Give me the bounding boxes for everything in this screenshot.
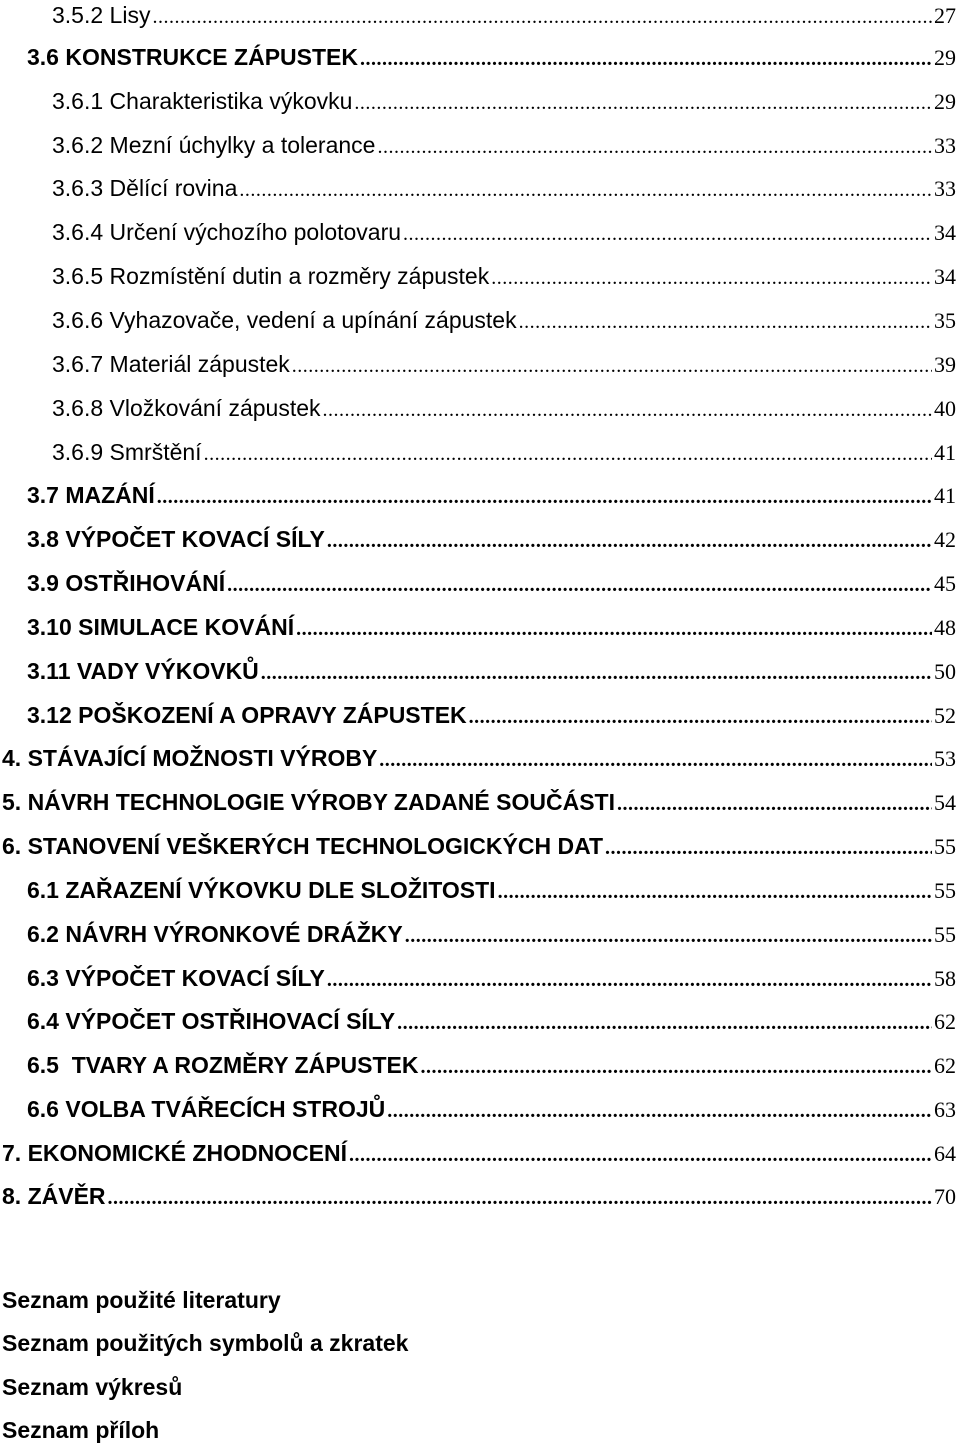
toc-entry-label: 3.6.7 Materiál zápustek: [52, 351, 290, 377]
toc-entry-page: 58: [934, 966, 956, 991]
appendix-item[interactable]: Seznam příloh: [2, 1417, 160, 1443]
dot-leader: [292, 351, 932, 381]
toc-entry[interactable]: [27, 42, 956, 72]
dot-leader: [405, 921, 932, 951]
toc-entry-label: 6. STANOVENÍ VEŠKERÝCH TECHNOLOGICKÝCH DAT: [2, 833, 604, 859]
toc-entry-page: 41: [934, 483, 956, 508]
toc-entry-label: 3.6.8 Vložkování zápustek: [52, 395, 321, 421]
toc-entry-label: 7. EKONOMICKÉ ZHODNOCENÍ: [2, 1140, 348, 1166]
toc-entry-label: 3.6.4 Určení výchozího polotovaru: [52, 219, 402, 245]
toc-entry-page: 34: [934, 264, 956, 289]
toc-entry-page: 29: [934, 45, 956, 70]
toc-entry-label: 6.1 ZAŘAZENÍ VÝKOVKU DLE SLOŽITOSTI: [27, 877, 496, 903]
toc-entry-label: 3.6.3 Dělící rovina: [52, 175, 238, 201]
dot-leader: [387, 1096, 932, 1126]
toc-entry-label: 6.4 VÝPOČET OSTŘIHOVACÍ SÍLY: [27, 1008, 396, 1034]
toc-entry-label: 3.6.2 Mezní úchylky a tolerance: [52, 132, 376, 158]
toc-entry[interactable]: [52, 217, 956, 247]
toc-entry-page: 29: [934, 89, 956, 114]
toc-entry[interactable]: [27, 656, 956, 686]
toc-entry[interactable]: [2, 743, 956, 773]
toc-entry[interactable]: [27, 1006, 956, 1036]
toc-entry[interactable]: [27, 700, 956, 730]
toc-entry-page: 53: [934, 746, 956, 771]
toc-entry-page: 40: [934, 396, 956, 421]
toc-entry[interactable]: [52, 349, 956, 379]
toc-entry[interactable]: [52, 437, 956, 467]
dot-leader: [469, 702, 932, 732]
dot-leader: [349, 1140, 932, 1170]
toc-entry-label: 6.3 VÝPOČET KOVACÍ SÍLY: [27, 965, 325, 991]
toc-entry[interactable]: [27, 612, 956, 642]
toc-entry-label: 3.6.9 Smrštění: [52, 439, 202, 465]
toc-entry-label: 4. STÁVAJÍCÍ MOŽNOSTI VÝROBY: [2, 745, 378, 771]
toc-entry-label: 3.8 VÝPOČET KOVACÍ SÍLY: [27, 526, 325, 552]
dot-leader: [498, 877, 932, 907]
toc-entry-page: 50: [934, 659, 956, 684]
toc-entry-label: 3.6.6 Vyhazovače, vedení a upínání zápustek: [52, 307, 517, 333]
dot-leader: [403, 219, 932, 249]
dot-leader: [397, 1008, 932, 1038]
toc-entry[interactable]: [52, 130, 956, 160]
toc-entry-label: 8. ZÁVĚR: [2, 1183, 106, 1209]
toc-entry-label: 6.6 VOLBA TVÁŘECÍCH STROJŮ: [27, 1096, 386, 1122]
dot-leader: [519, 307, 932, 337]
toc-entry-label: 6.2 NÁVRH VÝRONKOVÉ DRÁŽKY: [27, 921, 403, 947]
toc-entry-page: 70: [934, 1184, 956, 1209]
toc-entry-page: 34: [934, 220, 956, 245]
toc-entry[interactable]: [52, 0, 956, 30]
toc-entry-page: 63: [934, 1097, 956, 1122]
toc-entry[interactable]: [52, 261, 956, 291]
dot-leader: [239, 175, 932, 205]
toc-entry-label: 3.6 KONSTRUKCE ZÁPUSTEK: [27, 44, 358, 70]
toc-entry-page: 33: [934, 176, 956, 201]
toc-entry[interactable]: [2, 1138, 956, 1168]
toc-entry[interactable]: [27, 1050, 956, 1080]
toc-entry-label: 3.6.5 Rozmístění dutin a rozměry zápustek: [52, 263, 490, 289]
toc-entry[interactable]: [27, 963, 956, 993]
toc-entry-page: 35: [934, 308, 956, 333]
dot-leader: [152, 2, 932, 32]
dot-leader: [360, 44, 932, 74]
toc-entry-page: 41: [934, 440, 956, 465]
toc-entry-page: 55: [934, 922, 956, 947]
dot-leader: [617, 789, 932, 819]
toc-entry-page: 54: [934, 790, 956, 815]
toc-entry-label: 3.9 OSTŘIHOVÁNÍ: [27, 570, 226, 596]
toc-entry-page: 62: [934, 1053, 956, 1078]
toc-entry[interactable]: [2, 1181, 956, 1211]
toc-entry-label: 3.5.2 Lisy: [52, 2, 151, 28]
toc-entry-page: 48: [934, 615, 956, 640]
toc-entry[interactable]: [52, 173, 956, 203]
dot-leader: [379, 745, 932, 775]
toc-entry[interactable]: [27, 875, 956, 905]
dot-leader: [377, 132, 932, 162]
toc-entry-label: 3.11 VADY VÝKOVKŮ: [27, 658, 259, 684]
dot-leader: [157, 482, 932, 512]
appendix-item[interactable]: Seznam výkresů: [2, 1374, 183, 1400]
toc-entry-label: 6.5 TVARY A ROZMĚRY ZÁPUSTEK: [27, 1052, 419, 1078]
toc-entry[interactable]: [27, 1094, 956, 1124]
dot-leader: [296, 614, 932, 644]
toc-entry[interactable]: [27, 919, 956, 949]
dot-leader: [323, 395, 933, 425]
appendix-item[interactable]: Seznam použitých symbolů a zkratek: [2, 1330, 409, 1356]
dot-leader: [420, 1052, 932, 1082]
toc-entry-page: 64: [934, 1141, 956, 1166]
toc-entry[interactable]: [2, 787, 956, 817]
appendix-item[interactable]: Seznam použité literatury: [2, 1287, 281, 1313]
toc-entry-page: 45: [934, 571, 956, 596]
dot-leader: [605, 833, 932, 863]
toc-entry-page: 52: [934, 703, 956, 728]
dot-leader: [491, 263, 932, 293]
toc-entry-page: 42: [934, 527, 956, 552]
toc-entry-page: 62: [934, 1009, 956, 1034]
dot-leader: [327, 965, 932, 995]
toc-entry[interactable]: [52, 393, 956, 423]
toc-entry-label: 3.10 SIMULACE KOVÁNÍ: [27, 614, 295, 640]
dot-leader: [204, 439, 932, 469]
toc-entry-page: 55: [934, 834, 956, 859]
toc-entry-page: 33: [934, 133, 956, 158]
toc-entry-page: 39: [934, 352, 956, 377]
dot-leader: [261, 658, 932, 688]
toc-entry-label: 5. NÁVRH TECHNOLOGIE VÝROBY ZADANÉ SOUČÁSTI: [2, 789, 615, 815]
toc-entry-label: 3.6.1 Charakteristika výkovku: [52, 88, 353, 114]
toc-entry-page: 27: [934, 3, 956, 28]
toc-entry[interactable]: [27, 568, 956, 598]
toc-entry[interactable]: [52, 86, 956, 116]
toc-entry-page: 55: [934, 878, 956, 903]
dot-leader: [227, 570, 932, 600]
dot-leader: [108, 1183, 932, 1213]
toc-entry[interactable]: [27, 524, 956, 554]
toc-entry-label: 3.7 MAZÁNÍ: [27, 482, 155, 508]
dot-leader: [354, 88, 932, 118]
toc-entry[interactable]: [52, 305, 956, 335]
toc-entry-label: 3.12 POŠKOZENÍ A OPRAVY ZÁPUSTEK: [27, 702, 467, 728]
dot-leader: [327, 526, 932, 556]
toc-entry[interactable]: [2, 831, 956, 861]
toc-entry[interactable]: [27, 480, 956, 510]
